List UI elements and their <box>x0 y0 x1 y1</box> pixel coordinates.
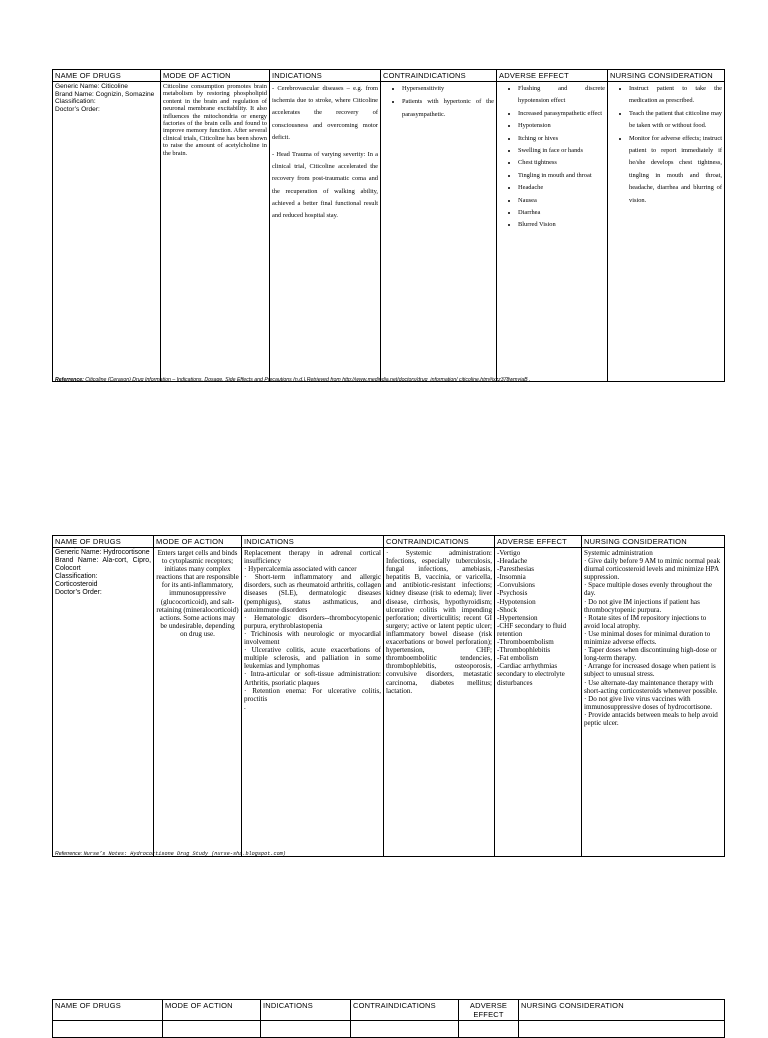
indications-cell <box>242 548 384 857</box>
empty-cell <box>459 1021 519 1038</box>
indication-item: Replacement therapy in adrenal cortical insufficiency <box>244 549 381 566</box>
header-mode-of-action: MODE OF ACTION <box>154 536 242 548</box>
list-item: • Hypotension <box>518 120 605 132</box>
citicoline-drug-table <box>52 69 725 382</box>
drug-name-cell <box>53 548 154 857</box>
list-item: • Instruct patient to take the medication as prescribed. <box>629 83 722 108</box>
indication-item: · Short-term inflammatory and allergic disorders, such as rheumatoid arthritis, collagen diseases (SLE), dermatologic diseases (pemphigus), status asthmaticus, and autoimmune disorders <box>244 573 381 614</box>
list-item: • Increased parasympathetic effect <box>518 108 605 120</box>
list-item: -Vertigo <box>497 549 521 557</box>
nursing-consideration-cell <box>608 82 725 382</box>
list-item: · Use alternate-day maintenance therapy with short-acting corticosteroids whenever possible. <box>584 678 718 695</box>
generic-name: Generic Name: Citicoline <box>55 83 128 90</box>
list-item: • Flushing and discrete hypotension effect <box>518 83 605 108</box>
indication-item: . <box>244 702 246 711</box>
header-mode-of-action: MODE OF ACTION <box>163 1000 261 1021</box>
list-item: • Diarrhea <box>518 207 605 219</box>
table-row <box>53 82 725 382</box>
list-item: -Headache <box>497 557 528 566</box>
empty-cell <box>163 1021 261 1038</box>
header-name-of-drugs: NAME OF DRUGS <box>53 70 161 82</box>
reference-label: Referrence: <box>55 377 84 383</box>
header-name-of-drugs: NAME OF DRUGS <box>53 1000 163 1021</box>
classification-value: Corticosteroid <box>55 581 98 589</box>
classification-label: Classification: <box>55 98 96 106</box>
list-item: -Thromboembolism <box>497 638 554 647</box>
indication-item: · Hypercalcemia associated with cancer <box>244 565 357 574</box>
indication-item: · Intra-articular or soft-tissue administration: Arthritis, psoriatic plaques <box>244 670 381 687</box>
brand-name: Brand Name: Ala-cort, Cipro, Colocort <box>55 557 151 573</box>
list-item: -Psychosis <box>497 589 528 598</box>
list-item: · Rotate sites of IM repository injections to avoid local atrophy. <box>584 613 707 630</box>
contraindications-list <box>383 83 494 121</box>
list-item: -Hypotension <box>497 597 536 606</box>
adverse-effects-list <box>499 83 605 232</box>
empty-cell <box>351 1021 459 1038</box>
list-item: -Hypertension <box>497 613 538 622</box>
indication-item: - Head Trauma of varying severity: In a clinical trial, Citicoline accelerated the recovery from post-traumatic coma and the recuperation of walking ability, achieved a better final functional result and reduced hospital stay. <box>272 151 378 220</box>
header-nursing-consideration: NURSING CONSIDERATION <box>582 536 725 548</box>
list-item: • Monitor for adverse effects; instruct patient to report immediately if he/she develops chest tightness, tingling in mouth and throat, headache, diarrhea and blurring of vision. <box>629 133 722 207</box>
list-item: -Shock <box>497 605 518 614</box>
empty-cell <box>519 1021 725 1038</box>
mode-of-action-cell: Enters target cells and binds to cytoplasmic receptors; initiates many complex reactions that are responsible for its anti-inflammatory, immunosuppressive (glucocorticoid), and salt-retaining (mineralocorticoid) actions. Some actions may be undesirable, depending on drug use. <box>154 548 242 857</box>
list-item: -CHF secondary to fluid retention <box>497 621 567 638</box>
list-item: • Hypersensitivity <box>402 83 494 96</box>
header-indications: INDICATIONS <box>270 70 381 82</box>
header-nursing-consideration: NURSING CONSIDERATION <box>608 70 725 82</box>
indication-item: · Ulcerative colitis, acute exacerbations of multiple sclerosis, and palliation in some leukemias and lymphomas <box>244 646 381 671</box>
list-item: · Provide antacids between meals to help avoid peptic ulcer. <box>584 710 718 727</box>
header-contraindications: CONTRAINDICATIONS <box>384 536 495 548</box>
list-item: -Cardiac arrhythmias secondary to electrolyte disturbances <box>497 662 565 687</box>
list-item: · Taper doses when discontinuing high-dose or long-term therapy. <box>584 646 717 663</box>
indication-item: - Cerebrovascular diseases – e.g. from ischemia due to stroke, where Citicoline accelerates the recovery of consciousness and overcoming motor deficit. <box>272 85 378 141</box>
generic-name: Generic Name: Hydrocortisone <box>55 549 150 556</box>
list-item: • Chest tightness <box>518 157 605 169</box>
indication-item: · Hematologic disorders--thrombocytopenic purpura, erythroblastopenia <box>244 613 381 630</box>
doctors-order-label: Doctor’s Order: <box>55 105 100 113</box>
reference-label: Referrence: <box>55 851 83 857</box>
list-item: -Paresthesias <box>497 565 535 574</box>
header-adverse-effect: ADVERSE EFFECT <box>497 70 608 82</box>
reference-text: Nurse’s Notes: Hydrocortisone Drug Study (nurse-sha.blogspot.com) <box>83 851 286 857</box>
contraindications-cell <box>381 82 497 382</box>
indication-item: · Trichinosis with neurologic or myocardial involvement <box>244 629 381 647</box>
header-nursing-consideration: NURSING CONSIDERATION <box>519 1000 725 1021</box>
list-item: -Fat embolism <box>497 654 539 663</box>
header-contraindications: CONTRAINDICATIONS <box>351 1000 459 1021</box>
list-item: · Space multiple doses evenly throughout the day. <box>584 581 713 598</box>
mode-of-action-cell: Citicoline consumption promotes brain metabolism by restoring phospholipid content in the brain and regulation of neuronal membrane excitability. It also influences the mitochondria or energy factories of the brain cells and found to improve memory function. After several clinical trials, Citicoline has been shown to raise the amount of acetylcholine in the brain. <box>161 82 270 382</box>
table-row <box>53 548 725 857</box>
list-item: -Insomnia <box>497 573 526 582</box>
header-adverse-effect: ADVERSE EFFECT <box>459 1000 519 1021</box>
nursing-list <box>610 83 722 207</box>
drug-name-cell <box>53 82 161 382</box>
list-item: • Patients with hypertonic of the parasympathetic. <box>402 96 494 122</box>
header-indications: INDICATIONS <box>261 1000 351 1021</box>
hydrocortisone-drug-table <box>52 535 725 857</box>
list-item: • Itching or hives <box>518 133 605 145</box>
indication-item: · Retention enema: For ulcerative colitis, proctitis <box>244 686 381 703</box>
table-header-row <box>53 1000 725 1021</box>
reference-line <box>55 851 286 858</box>
list-item: • Nausea <box>518 195 605 207</box>
indications-cell <box>270 82 381 382</box>
list-item: · Do not give IM injections if patient has thrombocytopenic purpura. <box>584 597 700 614</box>
empty-cell <box>53 1021 163 1038</box>
list-item: • Tingling in mouth and throat <box>518 170 605 182</box>
list-item: • Teach the patient that citicoline may be taken with or without food. <box>629 108 722 133</box>
header-indications: INDICATIONS <box>242 536 384 548</box>
adverse-effect-cell <box>495 548 582 857</box>
classification-label: Classification: <box>55 573 98 581</box>
list-item: Systemic administration <box>584 549 653 557</box>
nursing-consideration-cell <box>582 548 725 857</box>
brand-name: Brand Name: Cognizin, Somazine <box>55 90 155 98</box>
adverse-effect-cell <box>497 82 608 382</box>
list-item: · Use minimal doses for minimal duration to minimize adverse effects. <box>584 629 711 647</box>
header-adverse-effect: ADVERSE EFFECT <box>495 536 582 548</box>
doctors-order-label: Doctor’s Order: <box>55 589 102 597</box>
list-item: • Blurred Vision <box>518 219 605 231</box>
header-contraindications: CONTRAINDICATIONS <box>381 70 497 82</box>
list-item: -Convulsions <box>497 581 535 590</box>
list-item: · Do not give live virus vaccines with immunosuppressive doses of hydrocortisone. <box>584 694 713 711</box>
list-item: -Thrombophlebitis <box>497 646 551 655</box>
reference-text: Citicoline (Ceraxon) Drug Information – Indications, Dosage, Side Effects and Precautions (n.d.).Retrieved from http://www.medindia.net/doctors/drug_information/ citicoline.htm#ixzz378wmyiaB . <box>85 377 531 383</box>
empty-cell <box>261 1021 351 1038</box>
list-item: · Give daily before 9 AM to mimic normal peak diurnal corticosteroid levels and minimize HPA suppression. <box>584 557 721 582</box>
list-item: • Headache <box>518 182 605 194</box>
table-header-row <box>53 70 725 82</box>
header-mode-of-action: MODE OF ACTION <box>161 70 270 82</box>
list-item: • Swelling in face or hands <box>518 145 605 157</box>
list-item: · Arrange for increased dosage when patient is subject to unusual stress. <box>584 662 716 679</box>
contraindications-cell: · Systemic administration: Infections, especially tuberculosis, fungal infections, amebiasis, hepatitis B, vaccinia, or varicella, and antibiotic-resistant infections; kidney disease (risk to edema); liver disease, cirrhosis, hypothyroidism; ulcerative colitis with impending perforation; diverticulitis; recent GI surgery; active or latent peptic ulcer; inflammatory bowel disease (risk exacerbations or bowel perforation); hypertension, CHF; thromboembolitic tendencies, thrombophlebitis, osteoporosis, convulsive disorders, metastatic carcinoma, diabetes mellitus; lactation. <box>384 548 495 857</box>
reference-line <box>55 377 530 384</box>
table-header-row <box>53 536 725 548</box>
header-name-of-drugs: NAME OF DRUGS <box>53 536 154 548</box>
third-drug-table <box>52 999 725 1038</box>
table-row <box>53 1021 725 1038</box>
